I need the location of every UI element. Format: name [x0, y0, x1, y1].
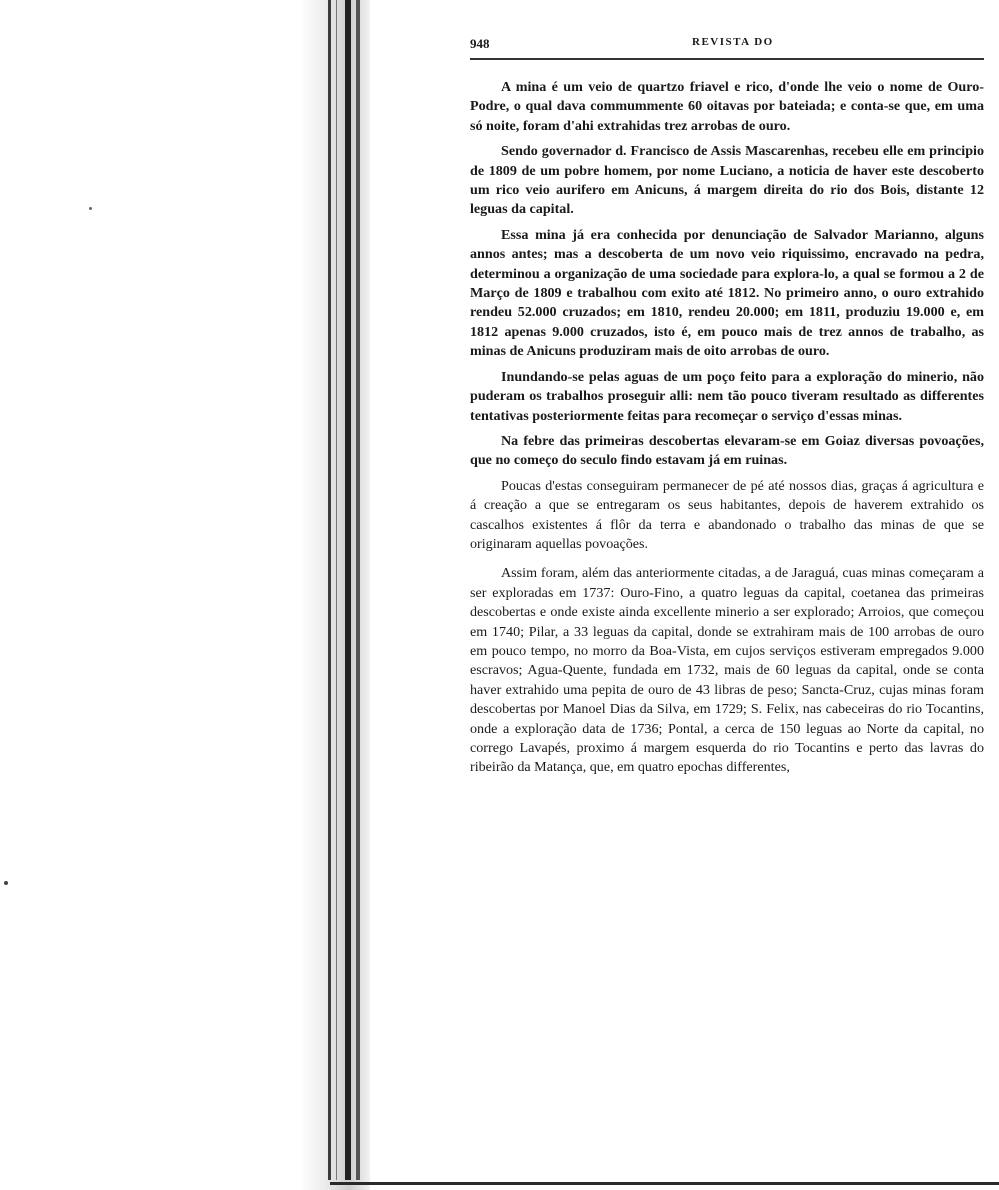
binding-edge-line [345, 0, 351, 1180]
paragraph: Assim foram, além das anteriormente citadas, a de Jaraguá, cuas minas começaram a ser exploradas em 1737: Ouro-Fino, a quatro leguas da capital, coetanea das primeiras descobertas e onde existe ainda excellente minerio a ser explorado; Arroios, que começou em 1740; Pilar, a 33 leguas da capital, donde se extrahiram mais de 100 arrobas de ouro em pouco tempo, no morro da Boa-Vista, em cujos serviços estiveram empregados 9.000 escravos; Agua-Quente, fundada em 1732, mais de 60 leguas da capital, onde se conta haver extrahido uma pepita de ouro de 43 libras de peso; Sancta-Cruz, cujas minas foram descobertas por Manoel Dias da Silva, em 1729; S. Felix, nas cabeceiras do rio Tocantins, onde a exploração data de 1736; Pontal, a cerca de 150 leguas ao Norte da capital, no corrego Lavapés, proximo á margem esquerda do rio Tocantins e perto das lavras do ribeirão da Matança, que, em quatro epochas differentes, [470, 565, 984, 776]
paragraph: Na febre das primeiras descobertas elevaram-se em Goiaz diversas povoações, que no começo do seculo findo estavam já em ruinas. [470, 432, 984, 469]
book-page [470, 36, 984, 784]
paragraph: A mina é um veio de quartzo friavel e rico, d'onde lhe veio o nome de Ouro-Podre, o qual dava commummente 60 oitavas por bateiada; e conta-se que, em uma só noite, foram d'ahi extrahidas trez arrobas de ouro. [470, 79, 984, 134]
paragraph: Inundando-se pelas aguas de um poço feito para a exploração do minerio, não puderam os trabalhos proseguir alli: nem tão pouco tiveram resultado as differentes tentativas posteriormente feitas para recomeçar o serviço d'essas minas. [470, 368, 984, 424]
page-number: 948 [470, 36, 490, 51]
scan-speck [89, 207, 92, 210]
paragraph: Essa mina já era conhecida por denunciação de Salvador Marianno, alguns annos antes; mas a descoberta de um novo veio riquissimo, encravado na pedra, determinou a organização de uma sociedade para explora-lo, a qual se formou a 2 de Março de 1809 e trabalhou com exito até 1812. No primeiro anno, o ouro extrahido rendeu 52.000 cruzados; em 1810, rendeu 20.000; em 1811, produziu 19.000 e, em 1812 apenas 9.000 cruzados, isto é, em pouco mais de trez annos de trabalho, as minas de Anicuns produziram mais de oito arrobas de ouro. [470, 226, 984, 360]
scan-speck [4, 881, 8, 885]
running-title: REVISTA DO [692, 36, 774, 48]
paragraph: Sendo governador d. Francisco de Assis Mascarenhas, recebeu elle em principio de 1809 de um pobre homem, por nome Luciano, a noticia de haver este descoberto um rico veio aurifero em Anicuns, á margem direita do rio dos Bois, distante 12 leguas da capital. [470, 143, 984, 218]
bottom-page-edge [330, 1182, 999, 1185]
binding-edge-line [328, 0, 331, 1180]
binding-edge-line [356, 0, 360, 1180]
page-header [470, 36, 984, 58]
binding-edge-line [336, 0, 337, 1180]
header-rule [470, 58, 984, 60]
paragraph: Poucas d'estas conseguiram permanecer de pé até nossos dias, graças á agricultura e á creação a que se entregaram os seus habitantes, depois de haverem extrahido os cascalhos existentes á flôr da terra e abandonado o trabalho das minas de que se originaram aquellas povoações. [470, 477, 984, 552]
